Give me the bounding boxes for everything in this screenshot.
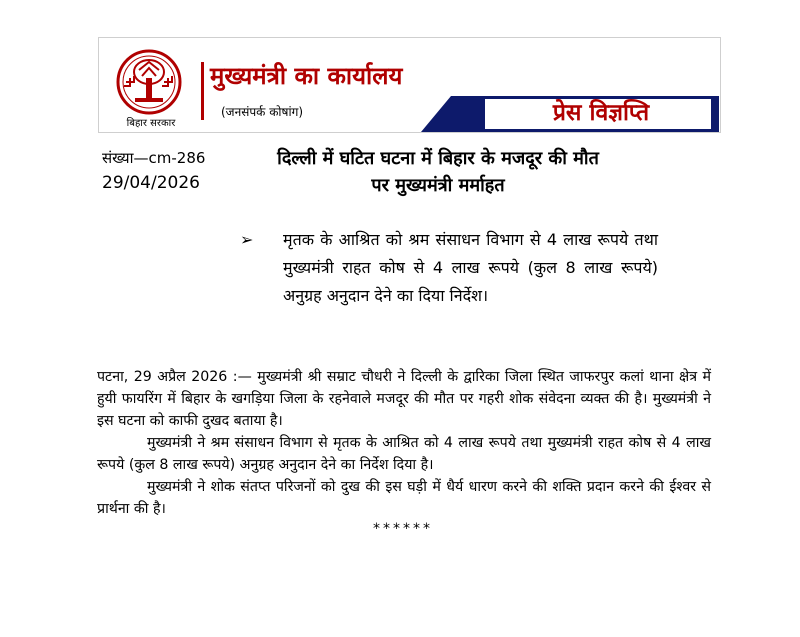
- headline-line-2: पर मुख्यमंत्री मर्माहत: [371, 175, 505, 196]
- body-paragraph-1: पटना, 29 अप्रैल 2026 :— मुख्यमंत्री श्री सम्राट चौधरी ने दिल्ली के द्वारिका जिला स्थित जाफरपुर कलां थाना क्षेत्र में हुयी फायरिंग में बिहार के खगड़िया जिला के रहनेवाले मजदूर की मौत पर गहरी शोक संवेदना व्यक्त की है। मुख्यमंत्री ने इस घटना को काफी दुखद बताया है।: [97, 369, 711, 429]
- release-date: 29/04/2026: [102, 173, 200, 193]
- body-paragraph-3: मुख्यमंत्री ने शोक संतप्त परिजनों को दुख की इस घड़ी में धैर्य धारण करने की शक्ति प्रदान करने की ईश्वर से प्रार्थना की है।: [97, 479, 711, 517]
- office-subtitle: (जनसंपर्क कोषांग): [221, 105, 304, 119]
- body-paragraph-2: मुख्यमंत्री ने श्रम संसाधन विभाग से मृतक के आश्रित को 4 लाख रूपये तथा मुख्यमंत्री राहत कोष से 4 लाख रूपये (कुल 8 लाख रूपये) अनुग्रह अनुदान देने का निर्देश दिया है।: [97, 435, 711, 473]
- headline-line-1: दिल्ली में घटित घटना में बिहार के मजदूर की मौत: [277, 148, 599, 169]
- arrow-bullet-icon: ➢: [240, 230, 254, 249]
- reference-number: संख्या—cm-286: [102, 149, 206, 167]
- headline: [228, 145, 648, 199]
- header-divider: [201, 62, 204, 120]
- emblem-caption: बिहार सरकार: [126, 118, 176, 129]
- highlight-bullet: मृतक के आश्रित को श्रम संसाधन विभाग से 4 लाख रूपये तथा मुख्यमंत्री राहत कोष से 4 लाख रूपये (कुल 8 लाख रूपये) अनुग्रह अनुदान देने का दिया निर्देश।: [283, 230, 658, 305]
- bihar-emblem-icon: [115, 48, 183, 118]
- office-title: मुख्यमंत्री का कार्यालय: [210, 62, 403, 90]
- press-release-label: प्रेस विज्ञप्ति: [552, 99, 650, 126]
- end-mark: ******: [373, 521, 433, 537]
